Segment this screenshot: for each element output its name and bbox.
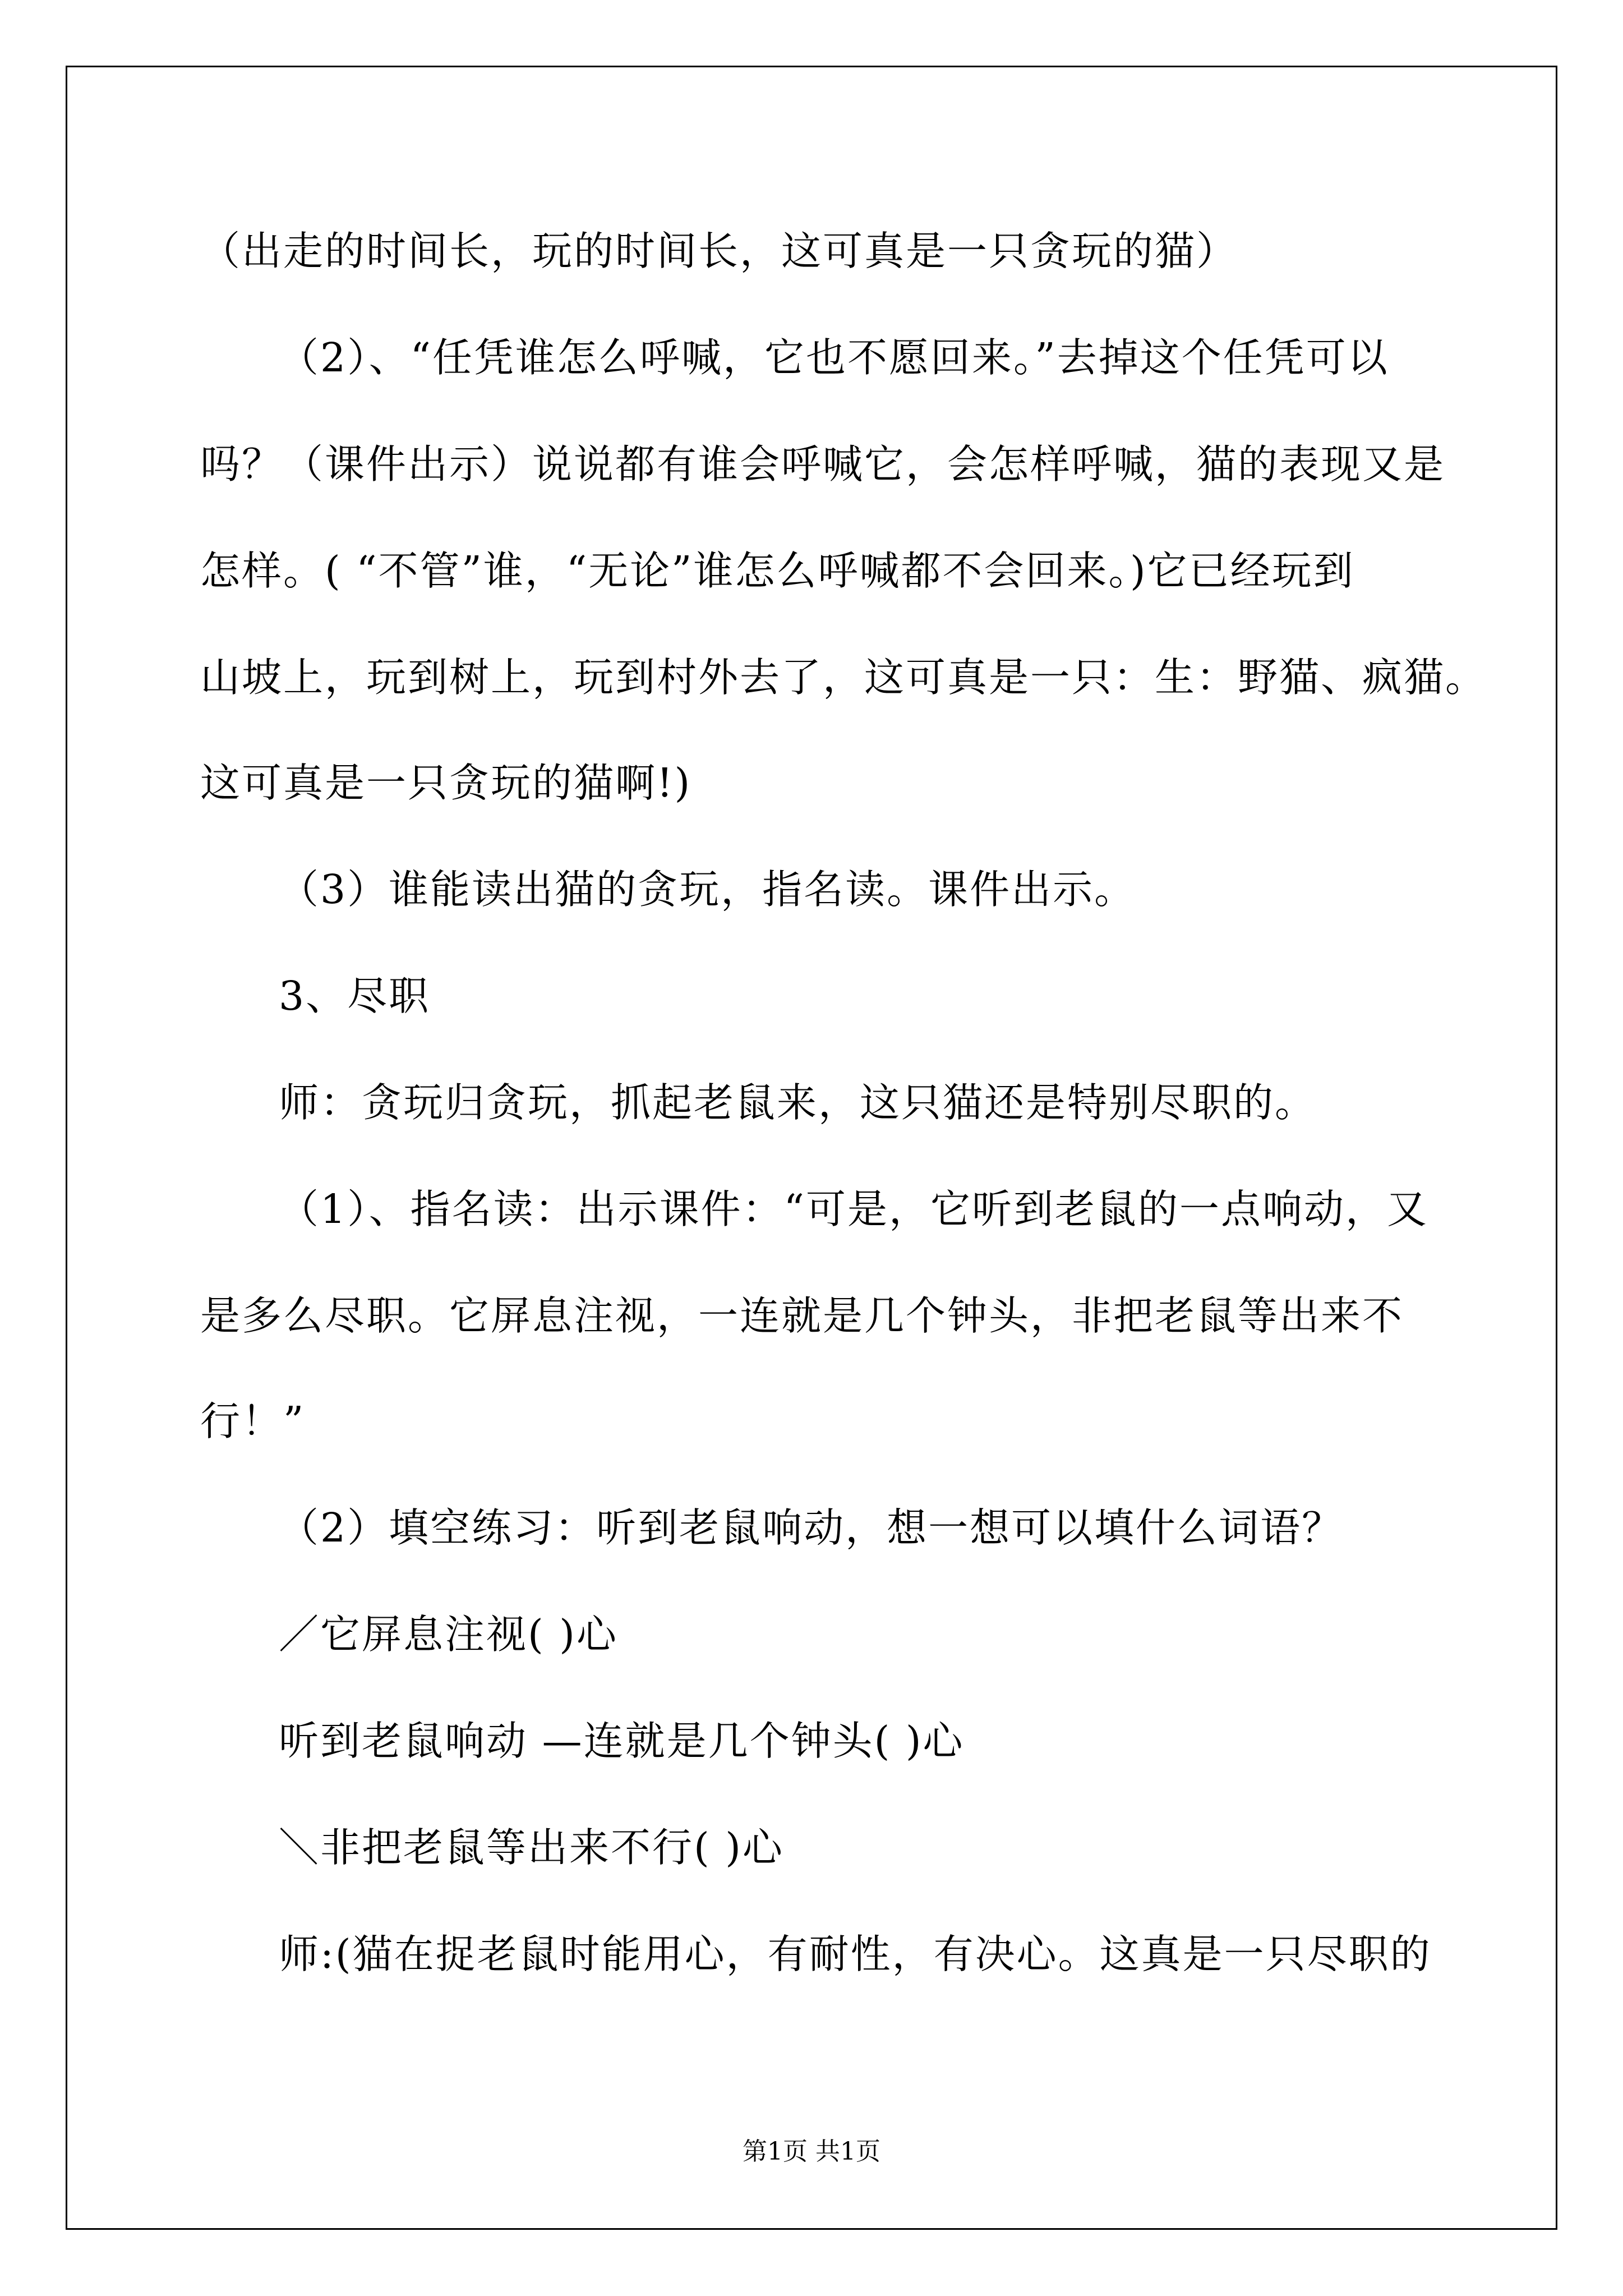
text-line: ／它屏息注视( )心 <box>279 1611 618 1658</box>
text-line: （2）、“任凭谁怎么呼喊，它也不愿回来。”去掉这个任凭可以 <box>279 334 1389 381</box>
text-line: （2）填空练习：听到老鼠响动，想一想可以填什么词语？ <box>279 1504 1344 1551</box>
page-border <box>66 66 1557 2230</box>
text-line: 山坡上，玩到树上，玩到村外去了，这可真是一只：生：野猫、疯猫。 <box>200 654 1487 701</box>
text-line: 吗？（课件出示）说说都有谁会呼喊它，会怎样呼喊，猫的表现又是 <box>200 441 1446 487</box>
section-heading: 3、尽职 <box>279 973 431 1019</box>
text-line: 听到老鼠响动 —连就是几个钟头( )心 <box>279 1718 965 1764</box>
text-line: 行！” <box>200 1398 306 1444</box>
text-line: 师:(猫在捉老鼠时能用心，有耐性，有决心。这真是一只尽职的 <box>279 1931 1432 1977</box>
text-line: （1）、指名读：出示课件：“可是，它听到老鼠的一点响动，又 <box>279 1186 1428 1232</box>
page-footer: 第1页 共1页 <box>743 2137 880 2166</box>
text-line: 是多么尽职。它屏息注视，一连就是几个钟头，非把老鼠等出来不 <box>200 1292 1404 1339</box>
text-line: （出走的时间长，玩的时间长，这可真是一只贪玩的猫） <box>200 228 1238 274</box>
text-line: 这可真是一只贪玩的猫啊!) <box>200 760 692 806</box>
text-line: 怎样。( “不管”谁，“无论”谁怎么呼喊都不会回来。)它已经玩到 <box>200 547 1355 594</box>
text-line: （3）谁能读出猫的贪玩，指名读。课件出示。 <box>279 866 1136 913</box>
text-line: 师：贪玩归贪玩，抓起老鼠来，这只猫还是特别尽职的。 <box>279 1079 1317 1126</box>
text-line: ＼非把老鼠等出来不行( )心 <box>279 1824 784 1871</box>
